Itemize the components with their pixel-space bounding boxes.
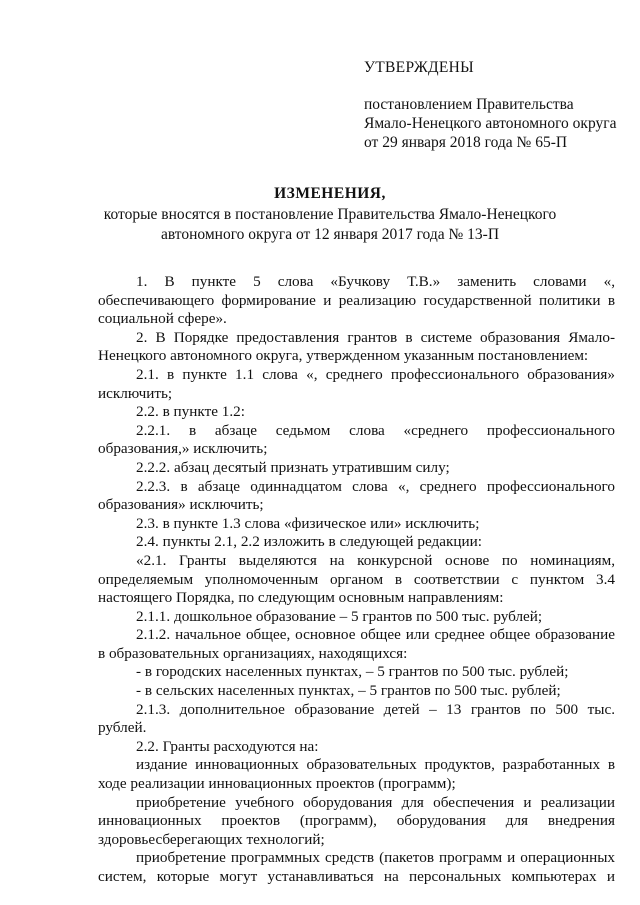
paragraph: издание инновационных образовательных продуктов, разработанных в ходе реализации инновационных проектов (программ); — [98, 756, 615, 793]
paragraph: 2.1.1. дошкольное образование – 5 грантов по 500 тыс. рублей; — [136, 607, 543, 625]
document-title-block — [100, 184, 560, 245]
paragraph: 2.1.2. начальное общее, основное общее или среднее общее образование в образовательных организациях, находящихся: — [98, 626, 615, 662]
approval-line: от 29 января 2018 года № 65-П — [364, 134, 568, 151]
paragraph: приобретение программных средств (пакетов программ и операционных систем, которые могут устанавливаться на персональных компьютерах и — [98, 849, 615, 885]
paragraph: приобретение учебного оборудования для обеспечения и реализации инновационных проектов (программ), оборудования для внедрения здоровьесберегающих технологий; — [98, 793, 615, 848]
paragraph: 2.2. Гранты расходуются на: — [136, 737, 319, 755]
paragraph: 2.2. в пункте 1.2: — [136, 403, 245, 421]
paragraph: 2.2.3. в абзаце одиннадцатом слова «, среднего профессионального образования» исключить; — [98, 477, 615, 514]
paragraph: 2.1.3. дополнительное образование детей – 13 грантов по 500 тыс. рублей. — [98, 700, 615, 737]
approval-stamp — [364, 58, 624, 152]
paragraph: 2.3. в пункте 1.3 слова «физическое или» исключить; — [136, 514, 480, 532]
paragraph: 1. В пункте 5 слова «Бучкову Т.В.» заменить словами «, обеспечивающего формирование и реализацию государственной политики в социальной сфере». — [98, 273, 615, 328]
paragraph: 2.4. пункты 2.1, 2.2 изложить в следующей редакции: — [136, 533, 482, 551]
paragraph: 2.1. в пункте 1.1 слова «, среднего профессионального образования» исключить; — [98, 365, 615, 402]
document-body — [98, 273, 615, 887]
document-subtitle-line: которые вносятся в постановление Правительства Ямало-Ненецкого — [103, 206, 557, 223]
paragraph: 2. В Порядке предоставления грантов в системе образования Ямало-Ненецкого автономного округа, утвержденном указанным постановлением: — [98, 328, 615, 365]
document-subtitle-line: автономного округа от 12 января 2017 года № 13-П — [160, 226, 500, 243]
approval-heading: УТВЕРЖДЕНЫ — [364, 59, 474, 76]
paragraph: 2.2.2. абзац десятый признать утратившим силу; — [136, 458, 450, 476]
paragraph: - в сельских населенных пунктах, – 5 грантов по 500 тыс. рублей; — [136, 682, 561, 700]
document-title: ИЗМЕНЕНИЯ, — [274, 185, 386, 202]
paragraph: 2.2.1. в абзаце седьмом слова «среднего профессионального образования,» исключить; — [98, 421, 615, 458]
approval-line: Ямало-Ненецкого автономного округа — [364, 115, 617, 132]
paragraph: «2.1. Гранты выделяются на конкурсной основе по номинациям, определяемым уполномоченным органом в соответствии с пунктом 3.4 настоящего Порядка, по следующим основным направлениям: — [98, 551, 615, 607]
approval-line: постановлением Правительства — [364, 96, 574, 113]
paragraph: - в городских населенных пунктах, – 5 грантов по 500 тыс. рублей; — [136, 663, 569, 681]
